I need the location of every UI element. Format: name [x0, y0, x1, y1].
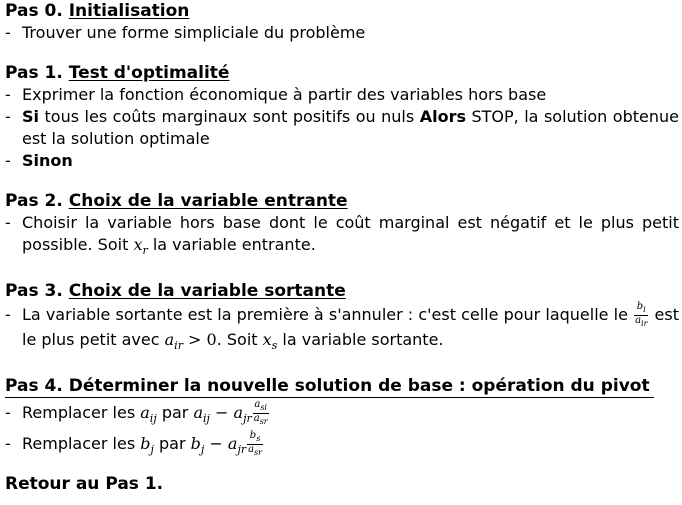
step-4-title: [5, 375, 654, 398]
step-1-item-3: [5, 150, 679, 172]
step-1-item-1: [5, 84, 679, 106]
fraction-denominator: [247, 445, 263, 458]
spacer: [5, 262, 679, 280]
step-0-item-text: Trouver une forme simpliciale du problème: [22, 23, 366, 42]
step-4-item-1-text-2: par: [156, 403, 194, 423]
math-minus: −: [209, 403, 234, 423]
math-var: b: [190, 433, 201, 453]
step-0-title: [5, 0, 679, 22]
step-3-item-text-3: . Soit: [216, 330, 263, 350]
keyword-sinon: Sinon: [22, 151, 73, 170]
fraction-denominator: [634, 316, 648, 329]
math-sub: s: [256, 433, 261, 443]
step-3-item-text-1: La variable sortante est la première à s'annuler : c'est celle pour laquelle le: [22, 305, 634, 325]
step-0-item: [5, 22, 679, 44]
math-sub: ij: [203, 412, 210, 426]
fraction-bi-air: [634, 302, 648, 329]
math-x-s: [262, 330, 278, 353]
fraction-numerator: [634, 302, 648, 316]
step-4-item-2: [5, 431, 679, 461]
bullet-dash: -: [5, 107, 11, 126]
math-var: a: [635, 315, 642, 327]
bullet-dash: -: [5, 23, 11, 42]
step-1-item-2: [5, 106, 679, 150]
keyword-si: Si: [22, 107, 40, 126]
math-x-r: [133, 235, 148, 258]
math-var: a: [253, 413, 260, 425]
step-2-label: Pas 2.: [5, 191, 63, 211]
math-sub: sr: [254, 447, 263, 457]
step-3-label: Pas 3.: [5, 281, 63, 302]
bullet-dash: -: [5, 305, 11, 325]
fraction-asi-asr: [253, 400, 269, 427]
bullet-dash: -: [5, 403, 11, 423]
step-1: [5, 62, 679, 172]
math-sub: ir: [174, 339, 183, 353]
bullet-dash: -: [5, 433, 11, 453]
document-page: [5, 0, 679, 505]
step-3-name: Choix de la variable sortante: [68, 281, 346, 302]
fraction-bs-asr: [247, 431, 263, 458]
math-var: a: [193, 403, 203, 423]
step-1-label: Pas 1.: [5, 63, 63, 83]
step-2-item-text-2: la variable entrante.: [147, 235, 316, 254]
math-var: x: [133, 235, 143, 254]
math-var: a: [164, 330, 175, 350]
spacer: [5, 172, 679, 190]
math-a-ij: [140, 403, 157, 426]
math-var: a: [140, 403, 150, 423]
math-sub: si: [260, 403, 267, 413]
math-sub: sr: [259, 417, 268, 427]
math-sub: jr: [243, 412, 252, 426]
step-3-item: [5, 302, 679, 357]
math-condition: [164, 330, 217, 353]
step-4-item-1-text-1: Remplacer les: [22, 403, 141, 423]
math-var: b: [140, 433, 151, 453]
math-var: a: [233, 403, 244, 423]
step-2: [5, 190, 679, 262]
step-4: [5, 375, 679, 460]
step-1-item-1-text: Exprimer la fonction économique à partir des variables hors base: [22, 85, 547, 104]
spacer: [5, 44, 679, 62]
math-sub: jr: [237, 442, 247, 456]
math-sub: i: [643, 305, 646, 315]
step-0-label: Pas 0.: [5, 1, 63, 21]
step-2-title: [5, 190, 679, 212]
step-2-item-text-1: Choisir la variable hors base dont le coût marginal est négatif et le plus petit possible. Soit: [22, 213, 679, 254]
math-sub: s: [271, 339, 278, 353]
fraction-numerator: [253, 400, 269, 414]
math-rest: > 0: [182, 330, 217, 350]
math-minus: −: [204, 433, 228, 453]
math-formula-b: [190, 433, 247, 456]
spacer: [5, 357, 679, 375]
math-var: b: [249, 429, 257, 441]
step-1-name: Test d'optimalité: [68, 63, 230, 83]
return-step: Retour au Pas 1.: [5, 473, 164, 494]
step-4-item-2-text-1: Remplacer les: [22, 433, 141, 453]
math-sub: r: [142, 244, 148, 258]
step-2-name: Choix de la variable entrante: [68, 191, 348, 211]
step-3-item-text-4: la variable sortante.: [277, 330, 444, 350]
step-3-title: [5, 280, 679, 302]
math-b-j: [140, 433, 154, 456]
step-4-name: Déterminer la nouvelle solution de base : opération du pivot: [68, 376, 650, 397]
bullet-dash: -: [5, 151, 11, 170]
fraction-numerator: [247, 431, 263, 445]
fraction-denominator: [253, 414, 269, 427]
step-3: [5, 280, 679, 357]
step-4-item-1: [5, 400, 679, 430]
math-formula-a: [193, 403, 252, 426]
step-1-item-2-text-1: tous les coûts marginaux sont positifs ou nuls: [39, 107, 420, 126]
math-sub: ir: [641, 319, 648, 329]
math-var: a: [254, 399, 261, 411]
math-sub: ij: [149, 412, 157, 426]
math-sub: j: [150, 442, 154, 456]
keyword-alors: Alors: [419, 107, 466, 126]
step-0: [5, 0, 679, 44]
spacer: [5, 461, 679, 473]
math-var: x: [262, 330, 272, 350]
bullet-dash: -: [5, 213, 11, 232]
step-4-item-2-text-2: par: [153, 433, 191, 453]
math-var: a: [248, 443, 255, 455]
math-sub: j: [200, 442, 205, 456]
step-1-title: [5, 62, 679, 84]
step-1-item-2-text-2: STOP, la solution obtenue est la solution optimale: [22, 107, 679, 148]
bullet-dash: -: [5, 85, 11, 104]
step-2-item: [5, 212, 679, 262]
step-4-label: Pas 4.: [5, 376, 63, 397]
math-var: a: [227, 433, 238, 453]
step-3-item-text-2: est le plus petit avec: [22, 305, 679, 350]
step-0-name: Initialisation: [68, 1, 190, 21]
math-var: b: [636, 301, 644, 313]
